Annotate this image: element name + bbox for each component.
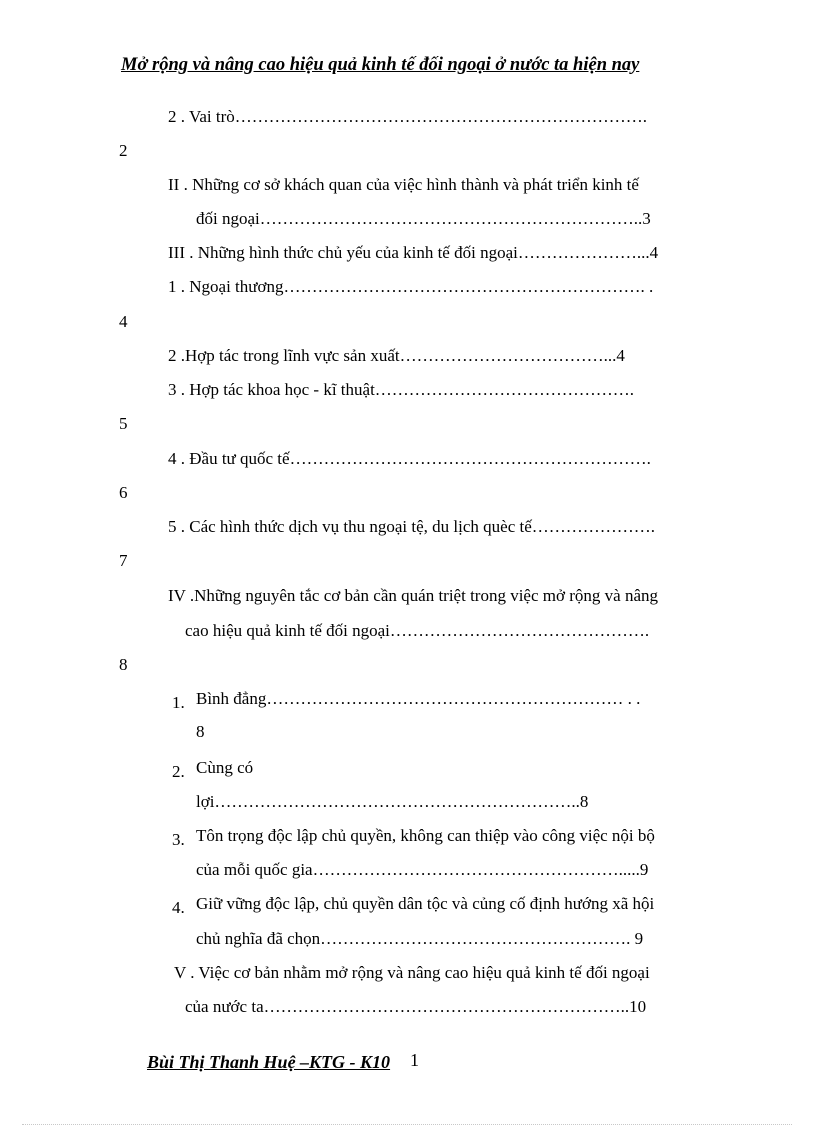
list-item-number: 1. (172, 693, 185, 712)
toc-entry-section-iv-line1: IV .Những nguyên tắc cơ bản cần quán triệt trong việc mở rộng và nâng (168, 586, 658, 605)
list-item-number: 3. (172, 830, 185, 849)
list-item-number: 4. (172, 898, 185, 917)
toc-entry-dau-tu-page: 6 (119, 483, 128, 502)
toc-entry-section-iii: III . Những hình thức chủ yếu của kinh tế đối ngoại…………………...4 (168, 243, 659, 262)
toc-entry-section-iv-page: 8 (119, 655, 128, 674)
list-item-giu-vung-cont: chủ nghĩa đã chọn………………………………………………. 9 (196, 929, 644, 948)
toc-entry-vai-tro: 2 . Vai trò………………………………………………………………. (168, 107, 647, 126)
toc-entry-dich-vu-page: 7 (119, 551, 128, 570)
toc-entry-ngoai-thuong-page: 4 (119, 312, 128, 331)
list-item-giu-vung: Giữ vững độc lập, chủ quyền dân tộc và củng cố định hướng xã hội (196, 894, 655, 913)
toc-entry-section-ii-line2: đối ngoại…………………………………………………………..3 (196, 209, 651, 228)
list-item-ton-trong: Tôn trọng độc lập chủ quyền, không can thiệp vào công việc nội bộ (196, 826, 655, 845)
footer-author: Bùi Thị Thanh Huệ –KTG - K10 (147, 1052, 391, 1072)
list-item-number: 2. (172, 762, 185, 781)
toc-entry-ngoai-thuong: 1 . Ngoại thương………………………………………………………. . (168, 277, 654, 296)
list-item-binh-dang: Bình đẳng……………………………………………………… . . (196, 689, 641, 708)
toc-entry-section-v-line2: của nước ta………………………………………………………..10 (185, 997, 647, 1016)
toc-entry-vai-tro-page: 2 (119, 141, 128, 160)
page-header-title: Mở rộng và nâng cao hiệu quả kinh tế đối ngoại ở nước ta hiện nay (121, 55, 640, 75)
toc-entry-dich-vu: 5 . Các hình thức dịch vụ thu ngoại tệ, du lịch quèc tế…………………. (168, 517, 656, 536)
list-item-cung-co-loi: Cùng có (196, 758, 254, 777)
toc-entry-hop-tac-khkt: 3 . Hợp tác khoa học - kĩ thuật………………………………………. (168, 380, 635, 399)
toc-entry-hop-tac-san-xuat: 2 .Hợp tác trong lĩnh vực sản xuất………………………………...4 (168, 346, 625, 365)
list-item-cung-co-loi-cont: lợi………………………………………………………..8 (196, 792, 589, 811)
list-item-binh-dang-page: 8 (196, 722, 205, 741)
toc-entry-section-ii-line1: II . Những cơ sở khách quan của việc hình thành và phát triển kinh tế (168, 175, 639, 194)
list-item-ton-trong-cont: của mỗi quốc gia……………………………………………….....9 (196, 860, 649, 879)
toc-entry-section-v-line1: V . Việc cơ bản nhằm mở rộng và nâng cao hiệu quả kinh tế đối ngoại (174, 963, 650, 982)
toc-entry-section-iv-line2: cao hiệu quả kinh tế đối ngoại………………………………………. (185, 621, 650, 640)
toc-entry-dau-tu: 4 . Đầu tư quốc tế………………………………………………………. (168, 449, 651, 468)
footer-page-number: 1 (410, 1050, 419, 1070)
toc-entry-hop-tac-khkt-page: 5 (119, 414, 128, 433)
